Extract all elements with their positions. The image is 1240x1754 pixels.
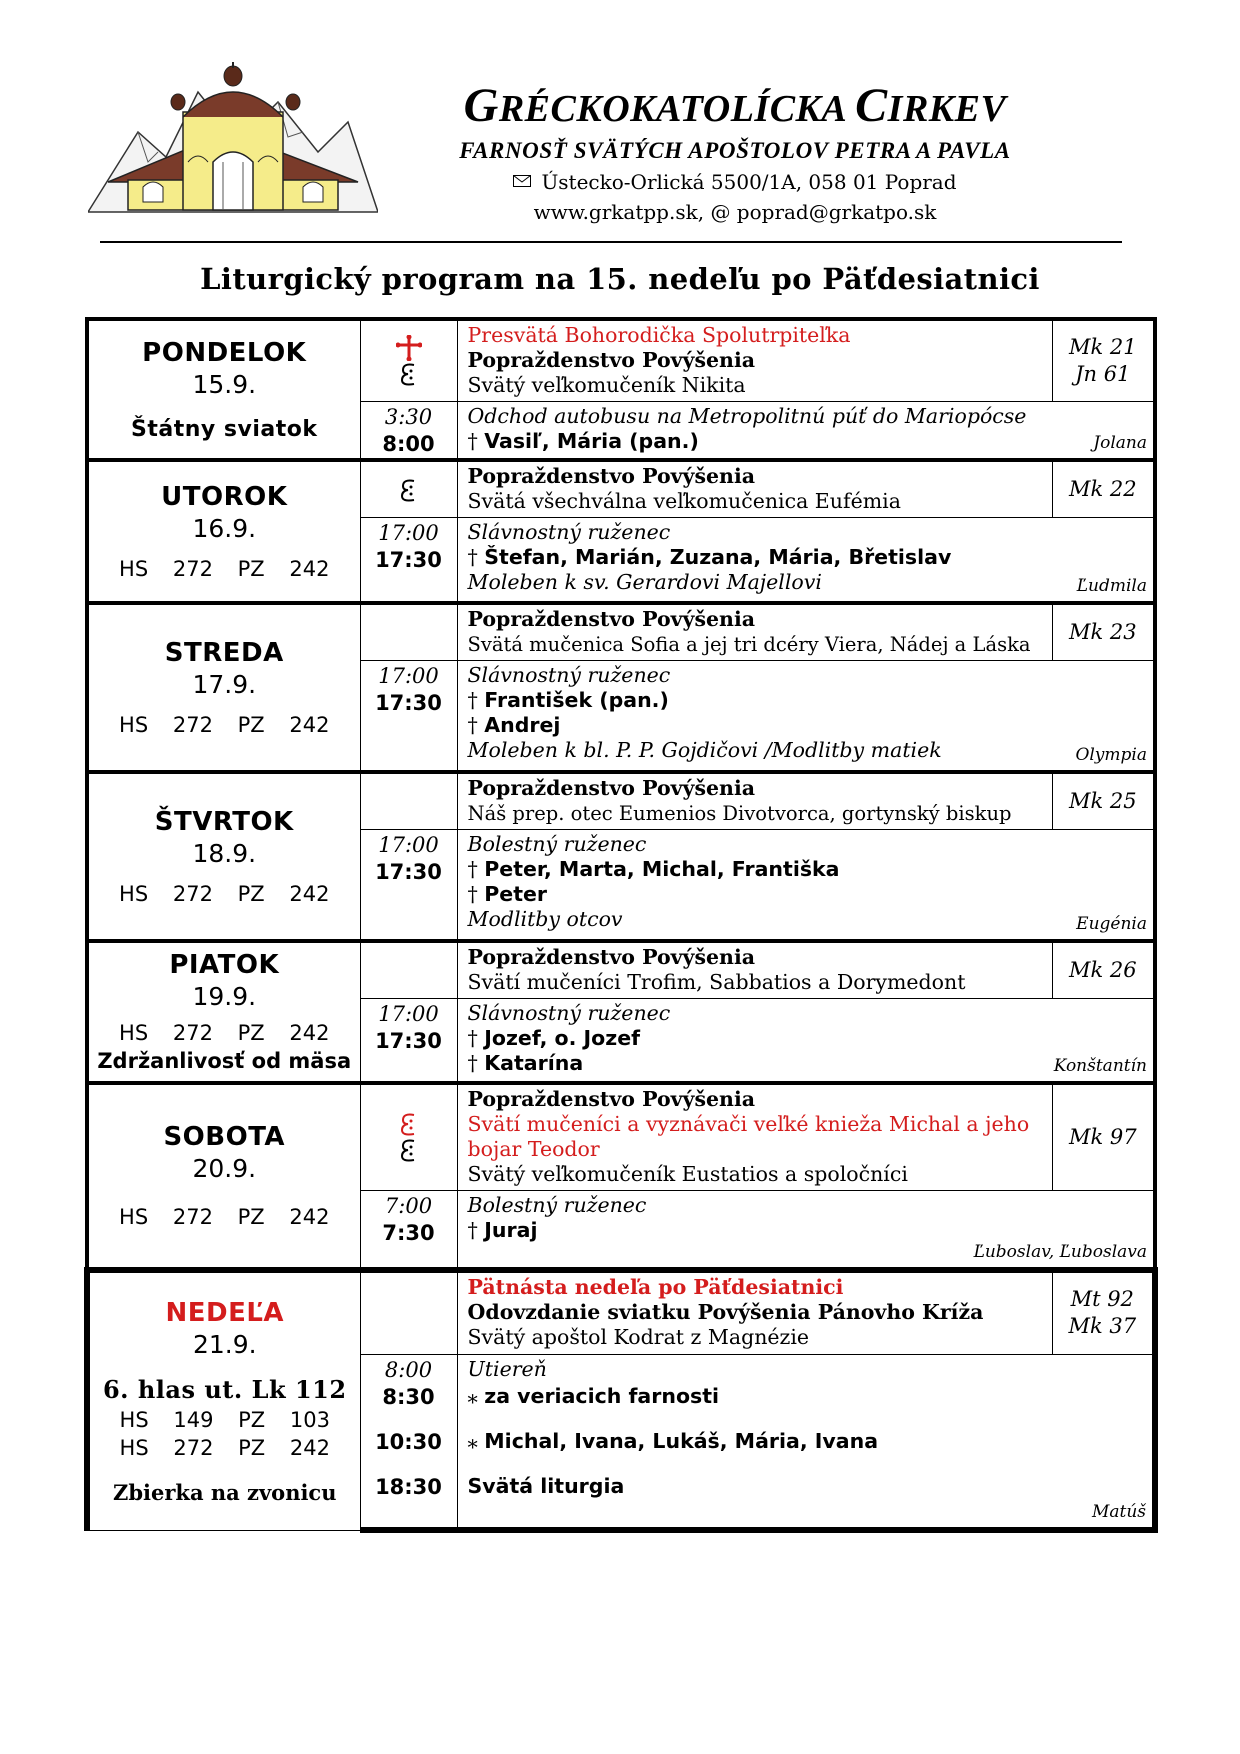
event-cell: Slávnostný ruženec † František (pan.) † Andrej Moleben k bl. P. P. Gojdičovi /Modlitby matiek Olympia: [457, 661, 1155, 772]
intention: František (pan.): [484, 688, 669, 712]
event-line: Modlitby otcov: [467, 907, 623, 931]
feast-cell: [457, 603, 1052, 661]
feast-cell: [457, 460, 1052, 518]
day-row-wednesday: [87, 603, 1155, 661]
day-cell: [87, 941, 360, 1083]
event-line: Bolestný ruženec: [467, 832, 647, 856]
day-cell: [87, 1083, 360, 1271]
day-name: PIATOK: [169, 950, 280, 980]
time-start: 3:30: [384, 405, 433, 429]
reader-name: Konštantín: [1053, 1055, 1147, 1076]
page-title: Liturgický program na 15. nedeľu po Päťdesiatnici: [200, 262, 1040, 296]
symbol-cell: [360, 1270, 457, 1354]
day-date: 17.9.: [192, 669, 257, 699]
envelope-icon: [513, 175, 531, 187]
event-cell: Slávnostný ruženec † Jozef, o. Jozef † Katarína Konštantín: [457, 999, 1155, 1083]
day-row-thursday: [87, 772, 1155, 830]
reading: Mk 23: [1068, 619, 1137, 644]
day-date: 18.9.: [192, 838, 257, 868]
tone: 6. hlas ut. Lk 112: [102, 1374, 347, 1404]
feast-main: Popraždenstvo Povýšenia: [467, 944, 756, 969]
day-name: SOBOTA: [163, 1122, 286, 1153]
feast-red: Pätnásta nedeľa po Päťdesiatnici: [467, 1275, 844, 1299]
day-cell: [87, 460, 360, 603]
intention: Peter, Marta, Michal, Františka: [484, 857, 840, 881]
time-main: 17:30: [375, 1029, 442, 1053]
day-note: Štátny sviatok: [131, 416, 318, 442]
day-name: ŠTVRTOK: [154, 806, 294, 837]
pz-number: PZ 242: [237, 556, 330, 581]
time-main: 8:30: [382, 1384, 435, 1409]
reading-cell: [1052, 1083, 1155, 1191]
feast-red: Presvätá Bohorodička Spolutrpiteľka: [467, 323, 851, 347]
reading: Mk 21: [1068, 335, 1137, 359]
event-line: Slávnostný ruženec: [467, 520, 671, 544]
reading: Mt 92: [1070, 1287, 1134, 1312]
time-cell: [360, 830, 457, 941]
time-main: 8:00: [382, 432, 435, 456]
reading: Mk 97: [1068, 1124, 1137, 1149]
intention: Juraj: [484, 1217, 538, 1242]
day-name: STREDA: [164, 637, 284, 668]
symbol-cell: [360, 460, 457, 518]
liturgy: Svätá liturgia: [467, 1473, 625, 1498]
time-main: 17:30: [375, 548, 442, 572]
reader-name: Ľudmila: [1076, 575, 1147, 596]
address-line: [330, 170, 1140, 194]
time-start: 8:00: [384, 1357, 433, 1382]
event-cell: Bolestný ruženec † Peter, Marta, Michal, Františka † Peter Modlitby otcov Eugénia: [457, 830, 1155, 941]
feast-cell: [457, 941, 1052, 999]
day-row-monday: [87, 319, 1155, 402]
event-line: Odchod autobusu na Metropolitnú púť do Mariopócse: [467, 404, 1027, 428]
day-row-tuesday: [87, 460, 1155, 518]
feast-cell: [457, 319, 1052, 402]
feast-sign-icon: [399, 477, 419, 503]
saint: Svätý veľkomučeník Eustatios a spoločníci: [467, 1161, 908, 1186]
pz-number: PZ 242: [237, 1021, 330, 1045]
day-cell: [87, 772, 360, 941]
intention: Andrej: [484, 713, 561, 737]
intention: Štefan, Marián, Zuzana, Mária, Břetislav: [484, 545, 952, 569]
liturgical-schedule-table: [84, 317, 1158, 1533]
event-cell: Bolestný ruženec † Juraj Ľuboslav, Ľuboslava: [457, 1190, 1155, 1270]
time-cell: [360, 402, 457, 461]
parish-subtitle: FARNOSŤ SVÄTÝCH APOŠTOLOV PETRA A PAVLA: [459, 138, 1011, 163]
feast-main: Popraždenstvo Povýšenia: [467, 606, 756, 631]
hs-number: HS 272: [119, 1435, 214, 1460]
address-text: Ústecko-Orlická 5500/1A, 058 01 Poprad: [541, 170, 957, 194]
time-main: 10:30: [375, 1429, 442, 1454]
saint: Náš prep. otec Eumenios Divotvorca, gortynský biskup: [467, 801, 1012, 825]
event-line: Moleben k sv. Gerardovi Majellovi: [467, 570, 822, 594]
pz-number: PZ 242: [238, 1435, 330, 1460]
reading-cell: [1052, 603, 1155, 661]
time-cell: [360, 1190, 457, 1270]
event-cell: Utiereň ⁎ za veriacich farnosti ⁎ Michal, Ivana, Lukáš, Mária, Ivana Svätá liturgia Matúš: [457, 1354, 1155, 1530]
day-date: 20.9.: [192, 1154, 257, 1184]
hs-number: HS 272: [119, 1021, 213, 1045]
reader-name: Olympia: [1075, 744, 1147, 765]
header-divider: [100, 241, 1122, 243]
day-note: Zdržanlivosť od mäsa: [97, 1049, 352, 1073]
symbol-cell: [360, 941, 457, 999]
pz-number: PZ 242: [237, 712, 330, 737]
time-start: 17:00: [378, 833, 439, 857]
time-main: 17:30: [375, 691, 442, 715]
intention: Jozef, o. Jozef: [484, 1026, 641, 1050]
feast-cell: [457, 772, 1052, 830]
reader-name: Jolana: [1093, 433, 1147, 453]
event-line: Utiereň: [467, 1356, 547, 1381]
saint-red: Svätí mučeníci a vyznávači veľké knieža Michal a jeho bojar Teodor: [467, 1111, 1030, 1161]
reader-name: Ľuboslav, Ľuboslava: [973, 1242, 1147, 1262]
red-feast-sign-icon: [399, 1111, 419, 1137]
intention: Michal, Ivana, Lukáš, Mária, Ivana: [484, 1428, 879, 1453]
symbol-cell: [360, 1083, 457, 1191]
reading-cell: [1052, 319, 1155, 402]
day-date: 15.9.: [192, 369, 257, 399]
symbol-cell: [360, 772, 457, 830]
event-line: Bolestný ruženec: [467, 1192, 647, 1217]
time-start: 17:00: [378, 1002, 439, 1026]
day-note: Zbierka na zvonicu: [112, 1479, 337, 1505]
time-cell: [360, 518, 457, 603]
feast-main: Popraždenstvo Povýšenia: [467, 775, 756, 800]
time-cell: [360, 1354, 457, 1530]
pz-number: PZ 103: [238, 1407, 330, 1432]
day-cell: [87, 1270, 360, 1530]
event-line: Slávnostný ruženec: [467, 663, 671, 687]
saint: Svätá mučenica Sofia a jej tri dcéry Viera, Nádej a Láska: [467, 632, 1031, 656]
feast-sign-icon: [399, 361, 419, 387]
hs-number: HS 272: [119, 1205, 213, 1230]
saint: Svätí mučeníci Trofim, Sabbatios a Dorymedont: [467, 969, 966, 994]
day-date: 21.9.: [192, 1329, 257, 1359]
event-cell: Slávnostný ruženec † Štefan, Marián, Zuzana, Mária, Břetislav Moleben k sv. Gerardovi Majellovi Ľudmila: [457, 518, 1155, 603]
intention: za veriacich farnosti: [484, 1383, 720, 1408]
reading-cell: [1052, 772, 1155, 830]
feast-sign-icon: [399, 1137, 419, 1163]
hs-number: HS 149: [119, 1407, 214, 1432]
reader-name: Matúš: [1091, 1502, 1146, 1522]
reading: Mk 25: [1068, 788, 1137, 813]
day-date: 16.9.: [192, 513, 257, 543]
reading-cell: [1052, 1270, 1155, 1354]
reading-cell: [1052, 941, 1155, 999]
pz-number: PZ 242: [237, 1205, 330, 1230]
hs-number: HS 272: [119, 881, 213, 906]
reading: Mk 26: [1068, 957, 1137, 982]
reading: Jn 61: [1075, 362, 1131, 386]
intention: Peter: [484, 882, 548, 906]
time-main: 7:30: [382, 1220, 435, 1245]
day-name: PONDELOK: [142, 337, 307, 368]
pz-number: PZ 242: [237, 881, 330, 906]
symbol-cell: [360, 603, 457, 661]
feast-cell: [457, 1083, 1052, 1191]
time-cell: [360, 661, 457, 772]
symbol-cell: [360, 319, 457, 402]
reading: Mk 22: [1068, 477, 1137, 501]
event-line: Moleben k bl. P. P. Gojdičovi /Modlitby matiek: [467, 738, 942, 762]
event-cell: Odchod autobusu na Metropolitnú púť do Mariopócse † Vasiľ, Mária (pan.) Jolana: [457, 402, 1155, 461]
day-cell: [87, 319, 360, 460]
intention: Katarína: [484, 1051, 584, 1075]
saint: Svätý apoštol Kodrat z Magnézie: [467, 1325, 810, 1349]
feast-main: Popraždenstvo Povýšenia: [467, 464, 756, 488]
day-cell: [87, 603, 360, 772]
time-start: 17:00: [378, 521, 439, 545]
intention: Vasiľ, Mária (pan.): [484, 429, 699, 453]
feast-main: Popraždenstvo Povýšenia: [467, 348, 756, 372]
red-cross-icon: [396, 335, 422, 361]
feast-main: Popraždenstvo Povýšenia: [467, 1086, 756, 1111]
day-name: UTOROK: [161, 481, 288, 512]
web-email-line: www.grkatpp.sk, @ poprad@grkatpo.sk: [533, 200, 937, 224]
time-start: 7:00: [384, 1193, 433, 1218]
hs-number: HS 272: [119, 712, 213, 737]
day-name: NEDEĽA: [165, 1297, 285, 1328]
saint: Svätá všechválna veľkomučenica Eufémia: [467, 489, 901, 513]
saint: Svätý veľkomučeník Nikita: [467, 373, 746, 397]
time-main: 17:30: [375, 860, 442, 884]
hs-number: HS 272: [119, 556, 213, 581]
time-start: 17:00: [378, 664, 439, 688]
parish-title: GRÉCKOKATOLÍCKA CIRKEV: [463, 79, 1007, 132]
day-date: 19.9.: [192, 982, 257, 1011]
day-row-sunday: [87, 1270, 1155, 1354]
reading: Mk 37: [1068, 1314, 1137, 1339]
event-line: Slávnostný ruženec: [467, 1001, 671, 1025]
time-cell: [360, 999, 457, 1083]
feast-main: Odovzdanie sviatku Povýšenia Pánovho Kríža: [467, 1300, 984, 1324]
day-row-friday: [87, 941, 1155, 999]
reader-name: Eugénia: [1076, 913, 1147, 934]
reading-cell: [1052, 460, 1155, 518]
day-row-saturday: [87, 1083, 1155, 1191]
time-main: 18:30: [375, 1474, 442, 1499]
feast-cell: [457, 1270, 1052, 1354]
